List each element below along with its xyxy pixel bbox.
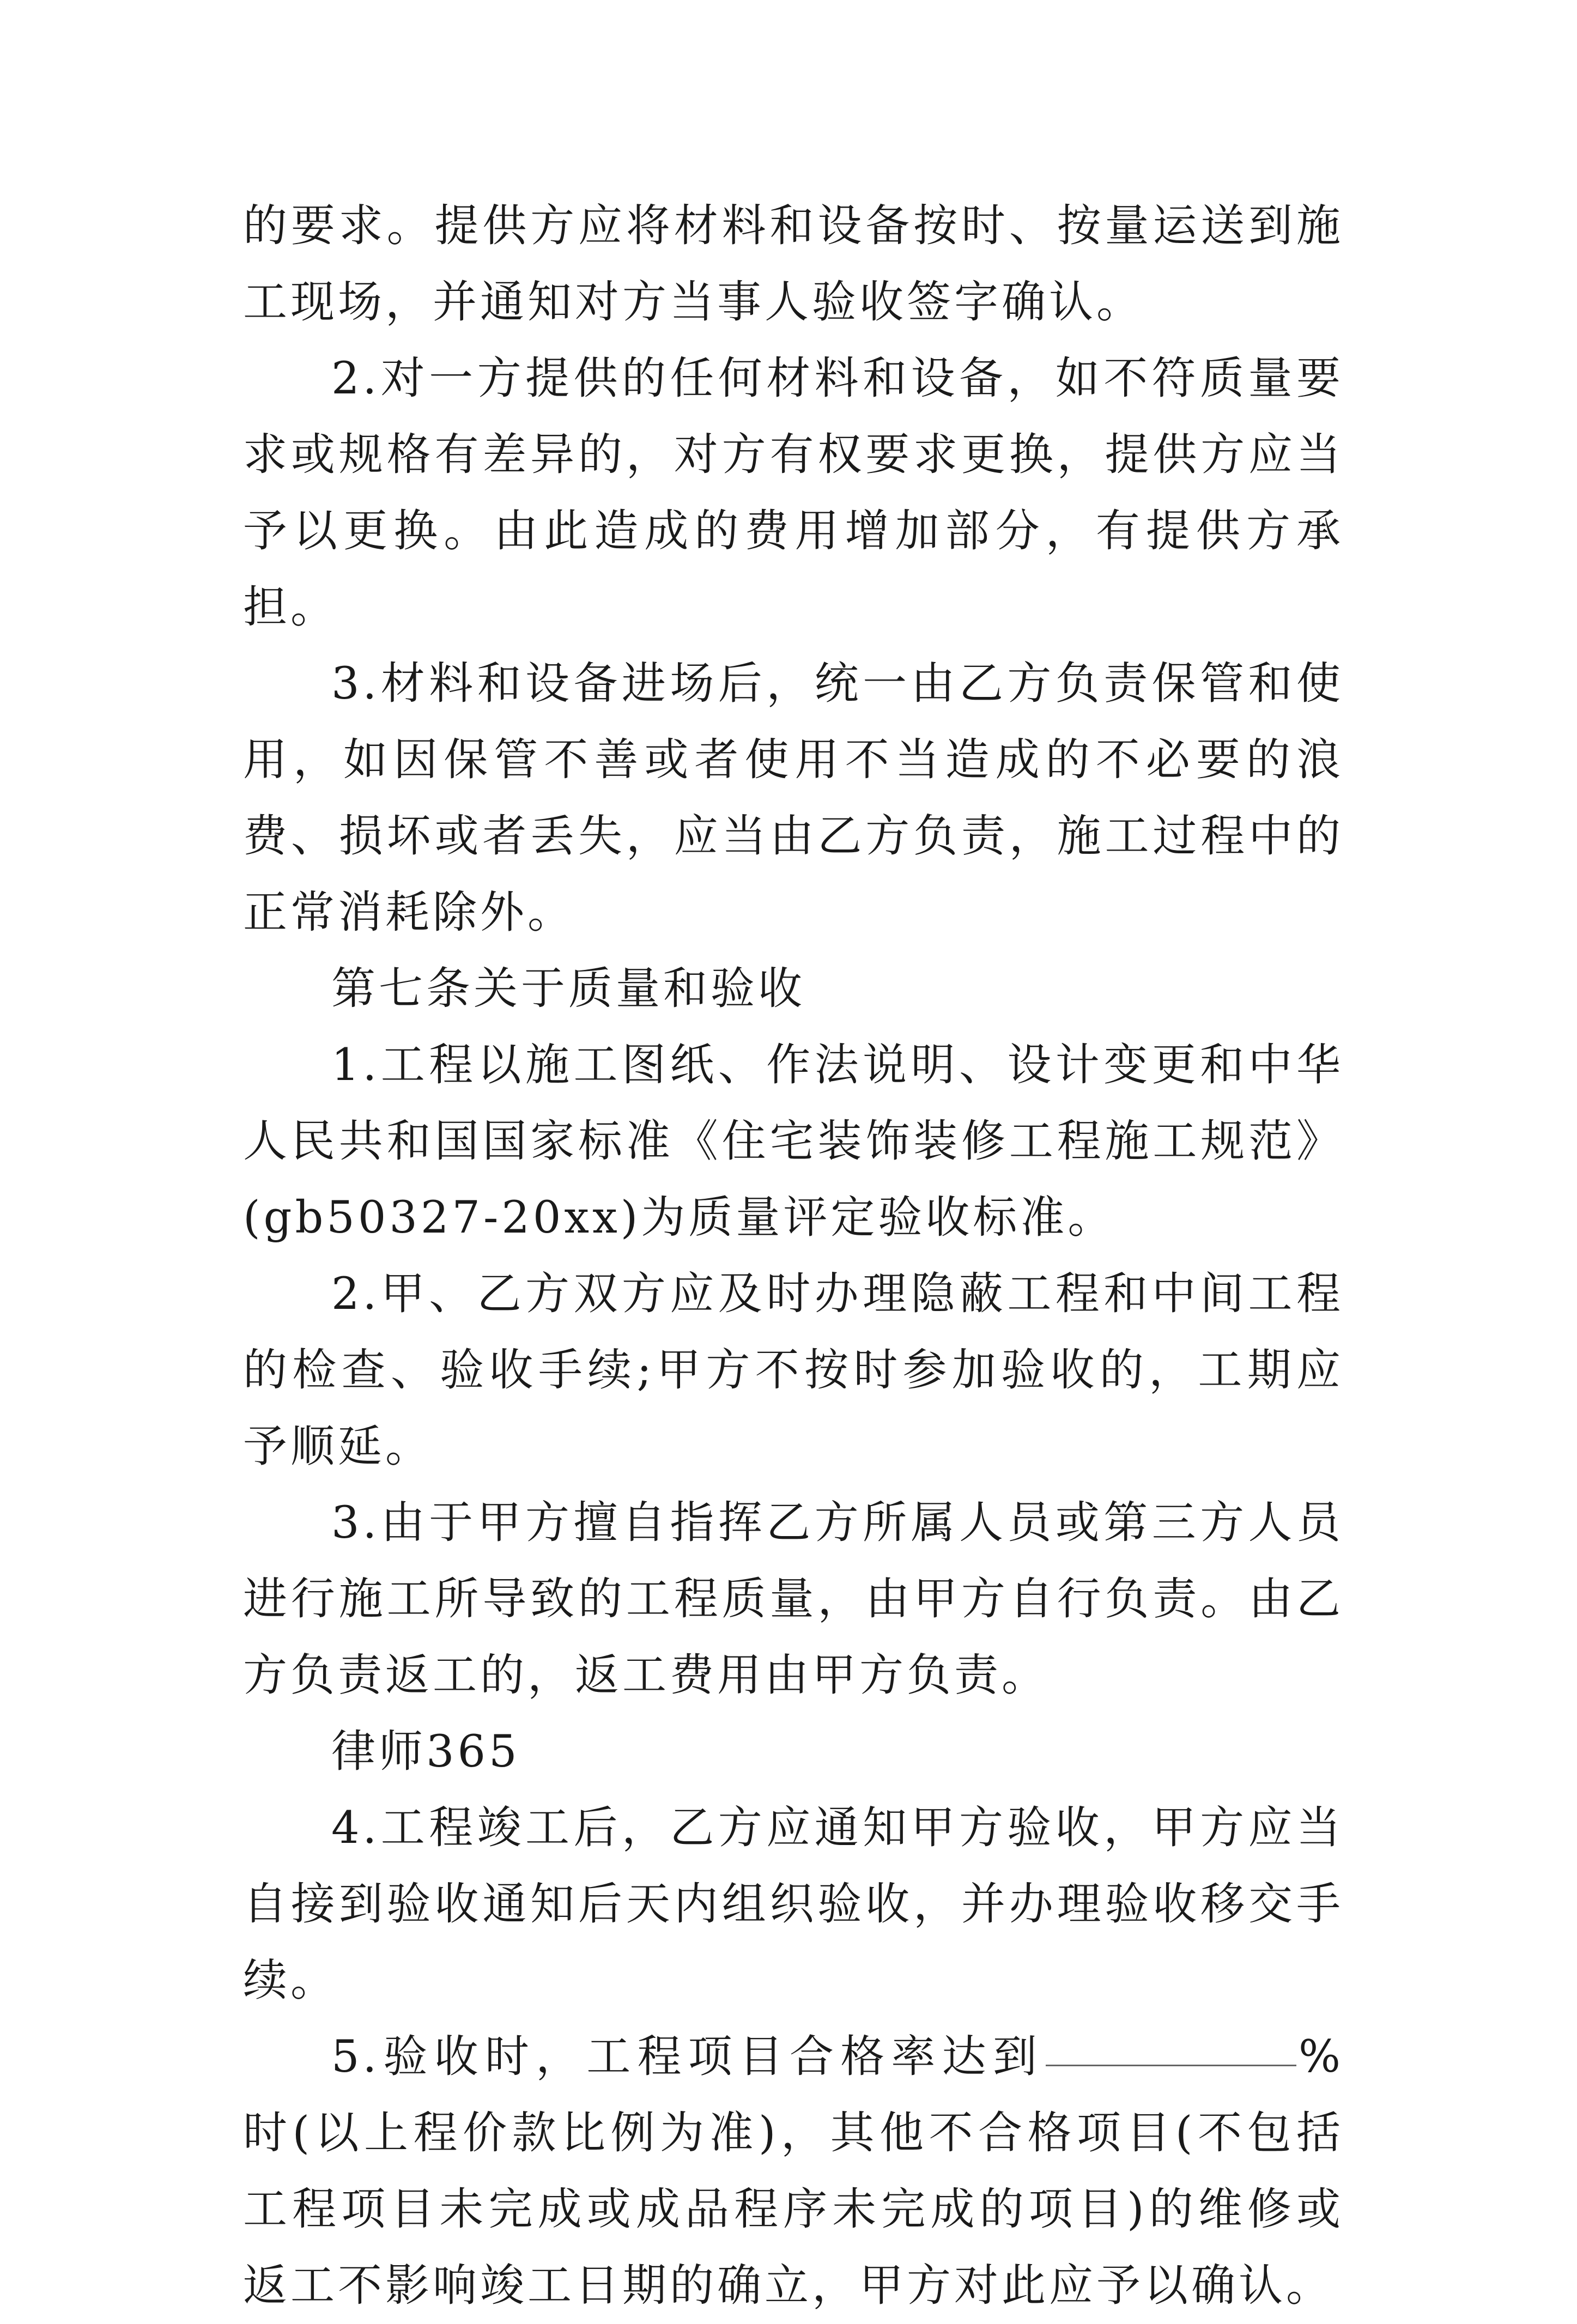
paragraph-clause-3-custody: 3.材料和设备进场后，统一由乙方负责保管和使用，如因保管不善或者使用不当造成的不必要的浪费、损坏或者丢失，应当由乙方负责，施工过程中的正常消耗除外。 xyxy=(243,658,1344,938)
pass-rate-blank-field xyxy=(1046,2064,1296,2066)
pass-rate-text-after: %时(以上程价款比例为准)，其他不合格项目(不包括工程项目未完成或成品程序未完成的项目)的维修或返工不影响竣工日期的确立，甲方对此应予以确认。 xyxy=(243,2031,1344,2311)
watermark-text-line: 律师365 xyxy=(331,1726,520,1777)
pass-rate-text-before: 5.验收时，工程项目合格率达到 xyxy=(331,2031,1044,2083)
paragraph-quality-standard: 1.工程以施工图纸、作法说明、设计变更和中华人民共和国国家标准《住宅装饰装修工程施工规范》(gb50327-20xx)为质量评定验收标准。 xyxy=(243,1040,1344,1243)
paragraph-clause-2-replacement: 2.对一方提供的任何材料和设备，如不符质量要求或规格有差异的，对方有权要求更换，提供方应当予以更换。由此造成的费用增加部分，有提供方承担。 xyxy=(243,353,1344,633)
paragraph-completion-acceptance: 4.工程竣工后，乙方应通知甲方验收，甲方应当自接到验收通知后天内组织验收，并办理验收移交手续。 xyxy=(243,1803,1344,2006)
document-body xyxy=(243,188,1344,2324)
section-heading-article-7: 第七条关于质量和验收 xyxy=(331,963,806,1015)
paragraph-unauthorized-direction: 3.由于甲方擅自指挥乙方所属人员或第三方人员进行施工所导致的工程质量，由甲方自行负责。由乙方负责返工的，返工费用由甲方负责。 xyxy=(243,1497,1344,1701)
paragraph-materials-requirement: 的要求。提供方应将材料和设备按时、按量运送到施工现场，并通知对方当事人验收签字确认。 xyxy=(243,201,1344,328)
paragraph-pass-rate xyxy=(243,2019,1344,2324)
paragraph-hidden-works-inspection: 2.甲、乙方双方应及时办理隐蔽工程和中间工程的检查、验收手续;甲方不按时参加验收的，工期应予顺延。 xyxy=(243,1269,1344,1472)
